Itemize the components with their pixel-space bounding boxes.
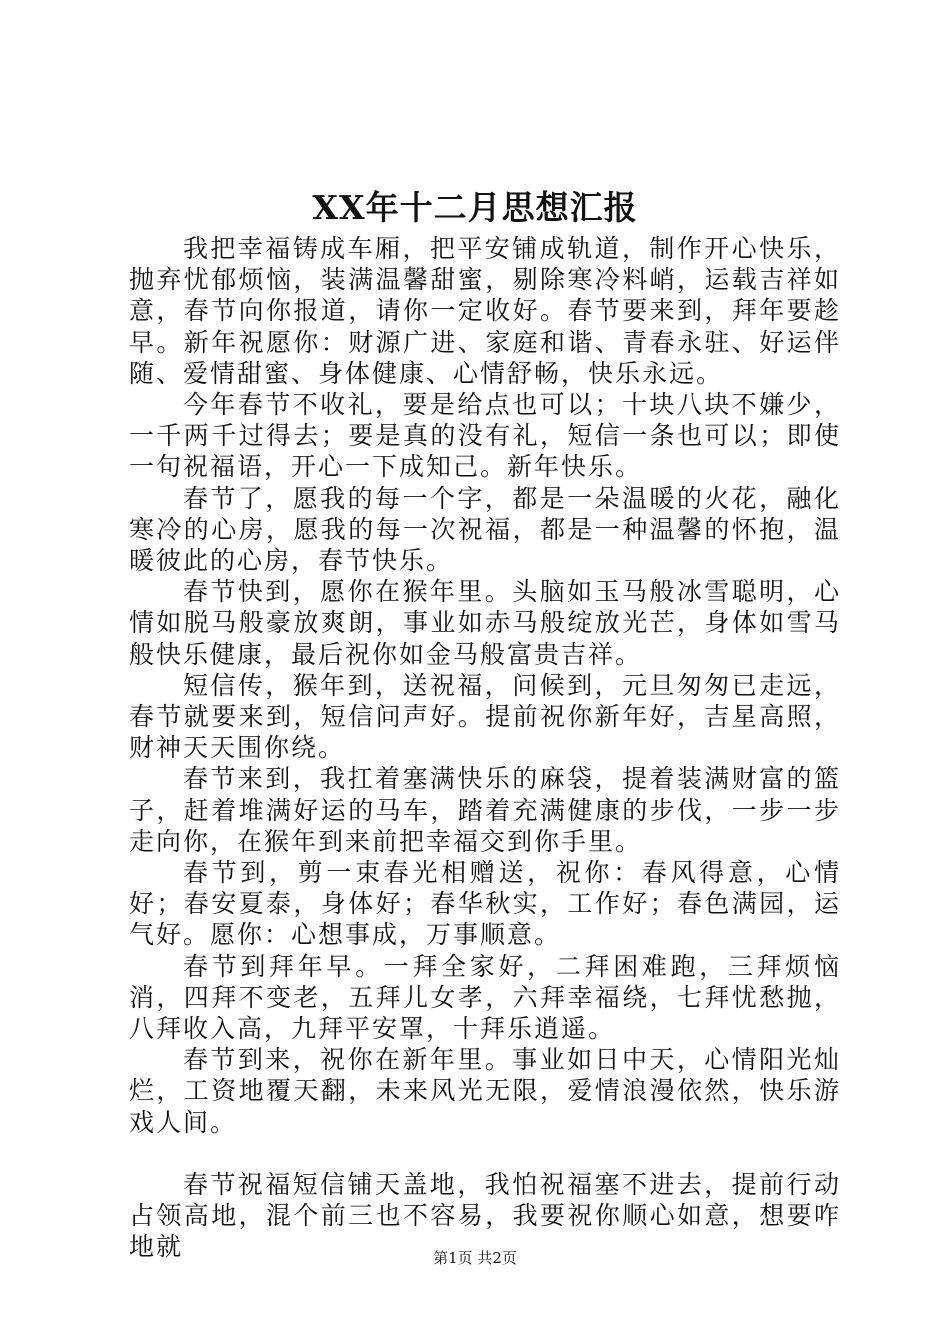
paragraph: 春节到，剪一束春光相赠送，祝你：春风得意，心情好；春安夏泰，身体好；春华秋实，工作好；春色满园，运气好。愿你：心想事成，万事顺意。 [129, 858, 841, 950]
paragraph: 我把幸福铸成车厢，把平安铺成轨道，制作开心快乐，抛弃忧郁烦恼，装满温馨甜蜜，剔除寒冷料峭，运载吉祥如意，春节向你报道，请你一定收好。春节要来到，拜年要趁早。新年祝愿你：财源广进、家庭和谐、青春永驻、好运伴随、爱情甜蜜、身体健康、心情舒畅，快乐永远。 [129, 234, 841, 388]
document-body [129, 233, 841, 1263]
page-number-footer: 第1页 共2页 [433, 1249, 517, 1267]
paragraph-gap [129, 1138, 841, 1169]
paragraph: 春节快到，愿你在猴年里。头脑如玉马般冰雪聪明，心情如脱马般豪放爽朗，事业如赤马般绽放光芒，身体如雪马般快乐健康，最后祝你如金马般富贵吉祥。 [129, 577, 841, 669]
paragraph: 春节祝福短信铺天盖地，我怕祝福塞不进去，提前行动占领高地，混个前三也不容易，我要祝你顺心如意，想要咋地就 [129, 1169, 841, 1262]
paragraph: 春节到来，祝你在新年里。事业如日中天，心情阳光灿烂，工资地覆天翻，未来风光无限，爱情浪漫依然，快乐游戏人间。 [129, 1045, 841, 1137]
paragraph: 春节来到，我扛着塞满快乐的麻袋，提着装满财富的篮子，赶着堆满好运的马车，踏着充满健康的步伐，一步一步走向你，在猴年到来前把幸福交到你手里。 [129, 764, 841, 856]
paragraph: 短信传，猴年到，送祝福，问候到，元旦匆匆已走远，春节就要来到，短信问声好。提前祝你新年好，吉星高照，财神天天围你绕。 [129, 670, 841, 763]
paragraph: 春节到拜年早。一拜全家好，二拜困难跑，三拜烦恼消，四拜不变老，五拜儿女孝，六拜幸福绕，七拜忧愁抛，八拜收入高，九拜平安罩，十拜乐逍遥。 [129, 951, 841, 1044]
paragraph: 今年春节不收礼，要是给点也可以；十块八块不嫌少，一千两千过得去；要是真的没有礼，短信一条也可以；即使一句祝福语，开心一下成知己。新年快乐。 [129, 390, 841, 482]
document-title: XX年十二月思想汇报 [312, 188, 638, 227]
paragraph: 春节了，愿我的每一个字，都是一朵温暖的火花，融化寒冷的心房，愿我的每一次祝福，都是一种温馨的怀抱，温暖彼此的心房，春节快乐。 [129, 483, 841, 576]
